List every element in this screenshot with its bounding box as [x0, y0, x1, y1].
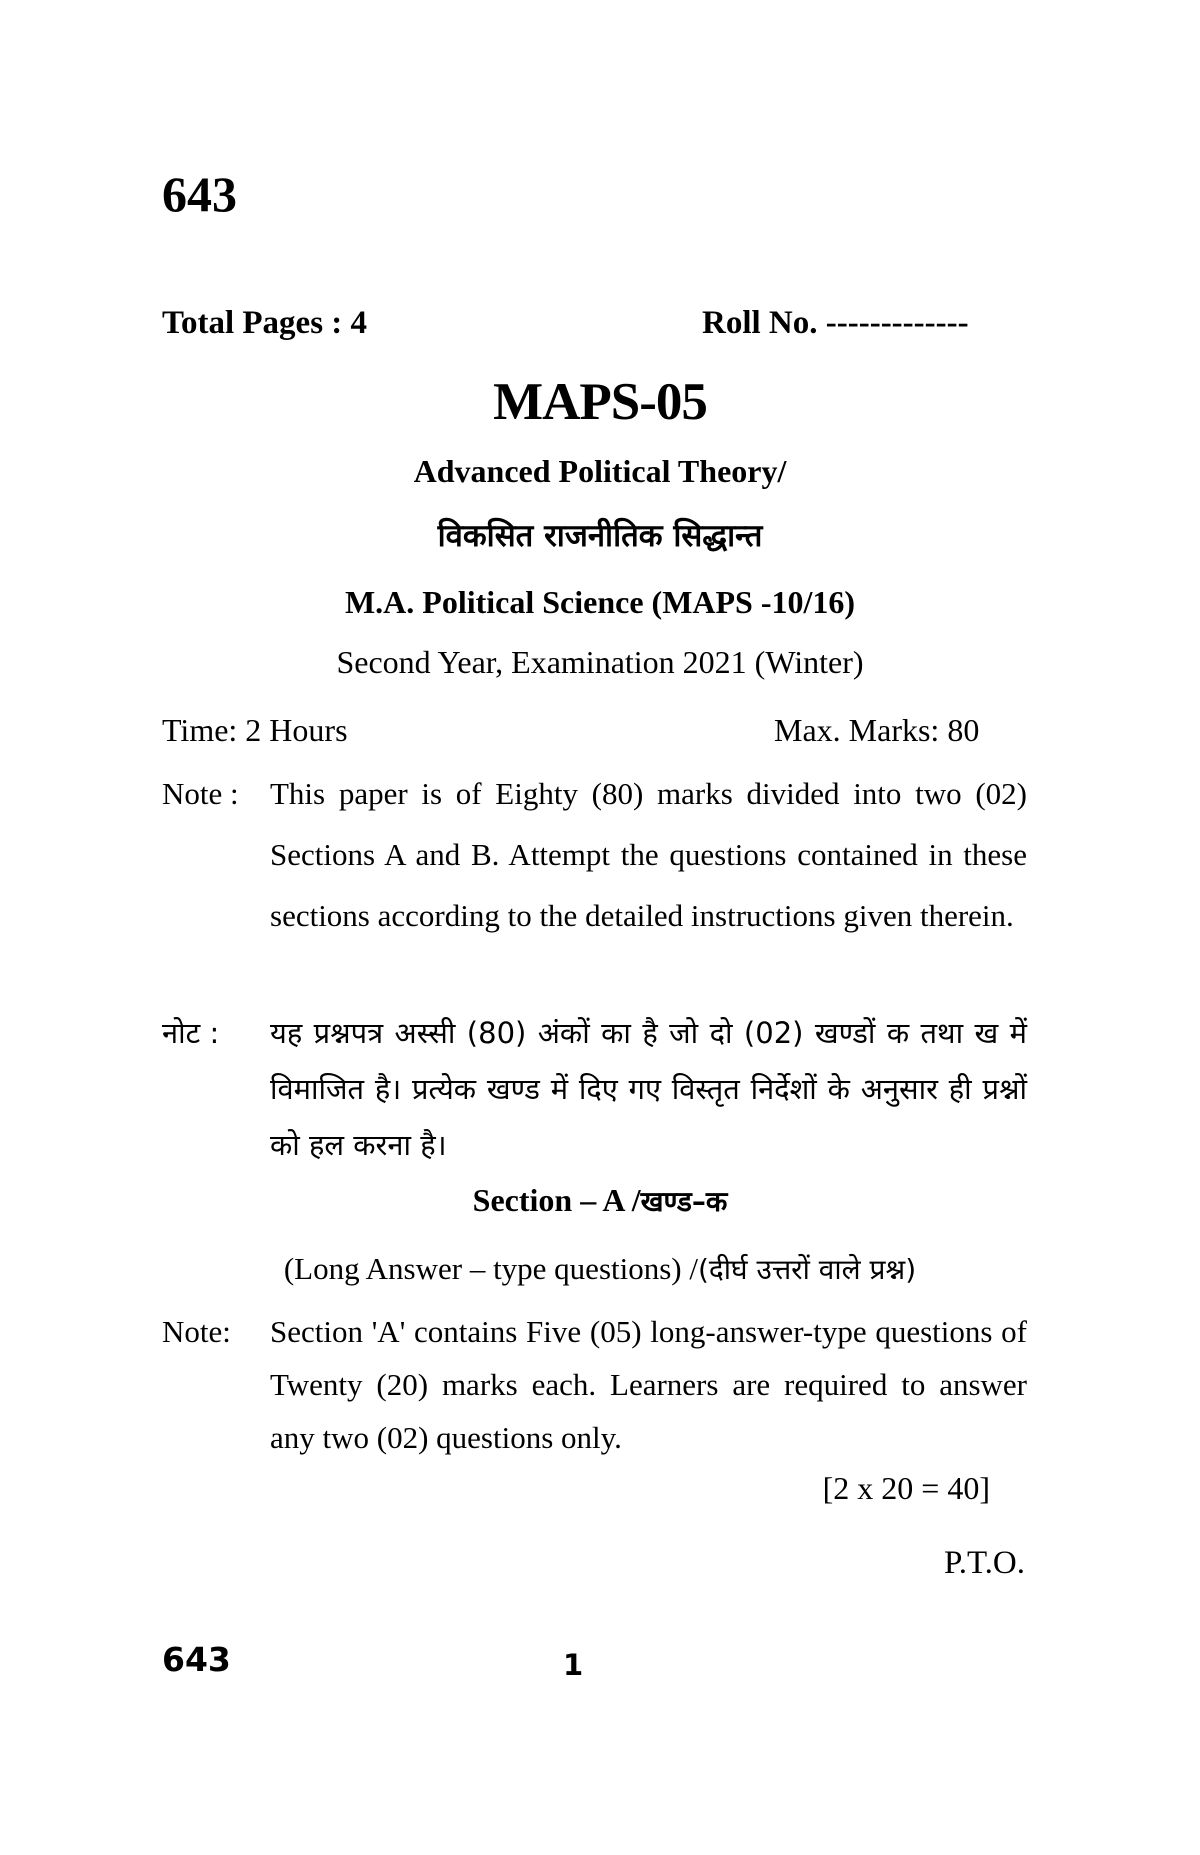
roll-number-field: Roll No. -------------: [702, 305, 969, 341]
exam-duration: Time: 2 Hours: [162, 712, 348, 748]
section-a-note-text: Section 'A' contains Five (05) long-answer-type questions of Twenty (20) marks each. Learners are required to answer any two (02) questions only.: [270, 1314, 1027, 1455]
max-marks: Max. Marks: 80: [774, 712, 980, 748]
section-a-note-label: Note:: [162, 1314, 231, 1349]
footer-paper-code: 643: [162, 1640, 231, 1679]
subject-title-hindi: विकसित राजनीतिक सिद्धान्त: [437, 518, 763, 554]
note-text-hindi: यह प्रश्नपत्र अस्सी (80) अंकों का है जो दो (02) खण्डों क तथा ख में विमाजित है। प्रत्येक खण्ड में दिए गए विस्तृत निर्देशों के अनुसार ही प्रश्नों को हल करना है।: [270, 1016, 1027, 1162]
section-a-heading: [0, 1182, 1200, 1220]
section-a-subheading-hindi: (दीर्घ उत्तरों वाले प्रश्न): [697, 1253, 917, 1286]
section-a-heading-hindi: खण्ड–क: [640, 1185, 728, 1218]
section-a-subheading-english: (Long Answer – type questions) /: [283, 1251, 698, 1286]
section-a-heading-english: Section – A /: [472, 1182, 641, 1218]
pto-marker: P.T.O.: [944, 1545, 1025, 1581]
note-label-english: Note :: [162, 776, 239, 811]
exam-session: Second Year, Examination 2021 (Winter): [336, 644, 864, 680]
note-label-hindi: नोट :: [162, 1016, 220, 1050]
note-text-english: This paper is of Eighty (80) marks divided into two (02) Sections A and B. Attempt the questions contained in these sections according to the detailed instructions given therein.: [270, 776, 1027, 933]
total-pages: Total Pages : 4: [162, 305, 368, 341]
marks-formula: [2 x 20 = 40]: [822, 1470, 990, 1506]
page-number: 1: [563, 1648, 584, 1682]
paper-code: 643: [162, 166, 237, 222]
subject-title-english: Advanced Political Theory/: [413, 453, 787, 489]
programme-name: M.A. Political Science (MAPS -10/16): [344, 584, 856, 620]
section-a-subheading: [0, 1250, 1200, 1288]
course-code: MAPS-05: [493, 373, 707, 431]
